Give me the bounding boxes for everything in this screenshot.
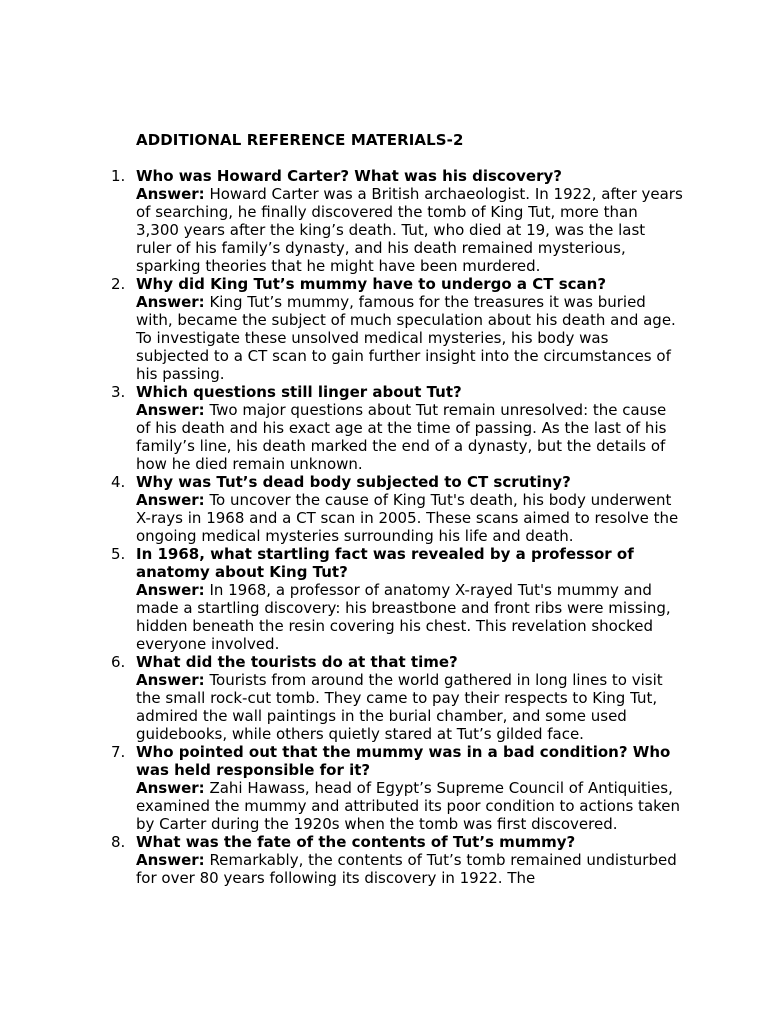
qa-item-7 bbox=[111, 743, 684, 833]
answer-text: In 1968, a professor of anatomy X-rayed Tut's mummy and made a startling discovery: his breastbone and front ribs were missing, hidden beneath the resin covering his chest. This revelation shocked everyone involved. bbox=[136, 581, 671, 653]
qa-list bbox=[111, 167, 684, 887]
qa-item-3 bbox=[111, 383, 684, 473]
answer-text: Zahi Hawass, head of Egypt’s Supreme Council of Antiquities, examined the mummy and attributed its poor condition to actions taken by Carter during the 1920s when the tomb was first discovered. bbox=[136, 779, 681, 833]
answer-label: Answer: bbox=[136, 581, 205, 599]
item-number: 1. bbox=[111, 167, 126, 185]
answer bbox=[136, 779, 684, 833]
answer-label: Answer: bbox=[136, 671, 205, 689]
answer-label: Answer: bbox=[136, 851, 205, 869]
answer-text: Tourists from around the world gathered in long lines to visit the small rock-cut tomb. They came to pay their respects to King Tut, admired the wall paintings in the burial chamber, and some used guidebooks, while others quietly stared at Tut’s gilded face. bbox=[136, 671, 663, 743]
item-number: 2. bbox=[111, 275, 126, 293]
answer bbox=[136, 851, 684, 887]
answer-label: Answer: bbox=[136, 401, 205, 419]
question: Which questions still linger about Tut? bbox=[136, 383, 462, 401]
qa-item-2 bbox=[111, 275, 684, 383]
question: Who pointed out that the mummy was in a bad condition? Who was held responsible for it? bbox=[136, 743, 671, 779]
answer-label: Answer: bbox=[136, 293, 205, 311]
question: Why was Tut’s dead body subjected to CT scrutiny? bbox=[136, 473, 571, 491]
item-number: 7. bbox=[111, 743, 126, 761]
document-title: ADDITIONAL REFERENCE MATERIALS-2 bbox=[136, 131, 464, 149]
qa-item-8 bbox=[111, 833, 684, 887]
answer-text: Two major questions about Tut remain unresolved: the cause of his death and his exact age at the time of passing. As the last of his family’s line, his death marked the end of a dynasty, but the details of how he died remain unknown. bbox=[136, 401, 667, 473]
item-number: 3. bbox=[111, 383, 126, 401]
answer bbox=[136, 293, 684, 383]
question: Why did King Tut’s mummy have to undergo a CT scan? bbox=[136, 275, 607, 293]
answer-label: Answer: bbox=[136, 491, 205, 509]
item-number: 8. bbox=[111, 833, 126, 851]
answer-label: Answer: bbox=[136, 779, 205, 797]
answer bbox=[136, 401, 684, 473]
answer-text: To uncover the cause of King Tut's death, his body underwent X-rays in 1968 and a CT scan in 2005. These scans aimed to resolve the ongoing medical mysteries surrounding his life and death. bbox=[136, 491, 679, 545]
qa-item-5 bbox=[111, 545, 684, 653]
item-number: 5. bbox=[111, 545, 126, 563]
question: Who was Howard Carter? What was his discovery? bbox=[136, 167, 562, 185]
answer-text: Howard Carter was a British archaeologist. In 1922, after years of searching, he finally discovered the tomb of King Tut, more than 3,300 years after the king’s death. Tut, who died at 19, was the last ruler of his family’s dynasty, and his death remained mysterious, sparking theories that he might have been murdered. bbox=[136, 185, 683, 275]
question: What did the tourists do at that time? bbox=[136, 653, 458, 671]
answer bbox=[136, 581, 684, 653]
answer-text: Remarkably, the contents of Tut’s tomb remained undisturbed for over 80 years following its discovery in 1922. The bbox=[136, 851, 677, 887]
item-number: 4. bbox=[111, 473, 126, 491]
answer bbox=[136, 185, 684, 275]
question: In 1968, what startling fact was revealed by a professor of anatomy about King Tut? bbox=[136, 545, 634, 581]
item-number: 6. bbox=[111, 653, 126, 671]
question: What was the fate of the contents of Tut’s mummy? bbox=[136, 833, 576, 851]
answer bbox=[136, 671, 684, 743]
qa-item-4 bbox=[111, 473, 684, 545]
answer bbox=[136, 491, 684, 545]
answer-label: Answer: bbox=[136, 185, 205, 203]
answer-text: King Tut’s mummy, famous for the treasures it was buried with, became the subject of much speculation about his death and age. To investigate these unsolved medical mysteries, his body was subjected to a CT scan to gain further insight into the circumstances of his passing. bbox=[136, 293, 676, 383]
qa-item-6 bbox=[111, 653, 684, 743]
qa-item-1 bbox=[111, 167, 684, 275]
